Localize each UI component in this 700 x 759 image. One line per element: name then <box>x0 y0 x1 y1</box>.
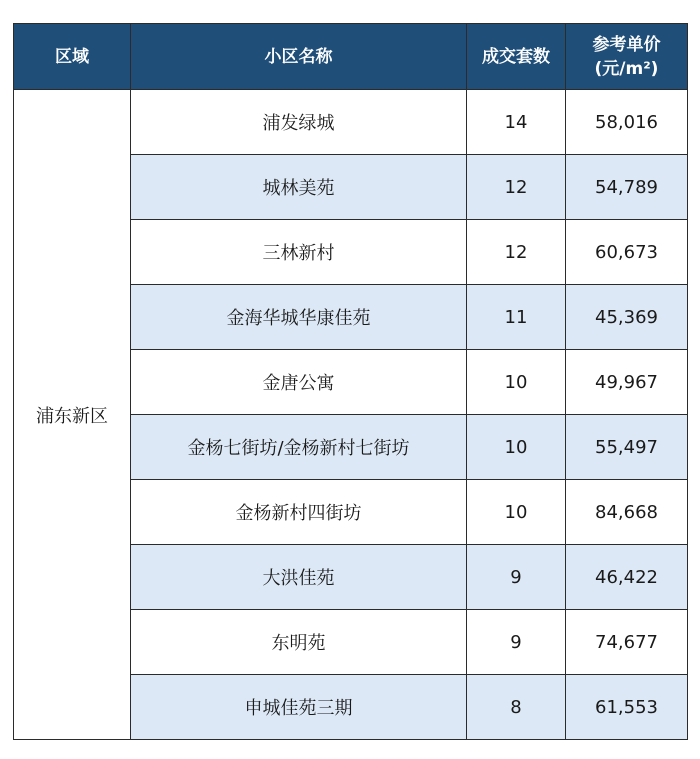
community-cell: 金杨七街坊/金杨新村七街坊 <box>131 415 467 480</box>
price-cell: 46,422 <box>566 545 688 610</box>
header-price <box>566 24 688 90</box>
header-row <box>14 24 688 90</box>
header-deals: 成交套数 <box>467 24 566 90</box>
deals-cell: 9 <box>467 545 566 610</box>
price-cell: 60,673 <box>566 220 688 285</box>
community-cell: 浦发绿城 <box>131 90 467 155</box>
transaction-table <box>13 23 688 740</box>
header-community: 小区名称 <box>131 24 467 90</box>
price-cell: 61,553 <box>566 675 688 740</box>
deals-cell: 10 <box>467 350 566 415</box>
deals-cell: 12 <box>467 220 566 285</box>
price-cell: 74,677 <box>566 610 688 675</box>
community-cell: 东明苑 <box>131 610 467 675</box>
community-cell: 申城佳苑三期 <box>131 675 467 740</box>
price-cell: 54,789 <box>566 155 688 220</box>
header-price-unit: (元/m²) <box>594 58 659 79</box>
price-cell: 84,668 <box>566 480 688 545</box>
price-cell: 45,369 <box>566 285 688 350</box>
header-price-label: 参考单价 <box>592 34 661 55</box>
community-cell: 大洪佳苑 <box>131 545 467 610</box>
table-header <box>14 24 688 90</box>
community-cell: 金海华城华康佳苑 <box>131 285 467 350</box>
deals-cell: 11 <box>467 285 566 350</box>
table-row <box>14 90 688 155</box>
deals-cell: 12 <box>467 155 566 220</box>
community-cell: 金杨新村四街坊 <box>131 480 467 545</box>
price-cell: 55,497 <box>566 415 688 480</box>
price-cell: 49,967 <box>566 350 688 415</box>
region-cell: 浦东新区 <box>14 90 131 740</box>
header-region: 区域 <box>14 24 131 90</box>
community-cell: 三林新村 <box>131 220 467 285</box>
deals-cell: 10 <box>467 480 566 545</box>
deals-cell: 10 <box>467 415 566 480</box>
price-cell: 58,016 <box>566 90 688 155</box>
deals-cell: 14 <box>467 90 566 155</box>
deals-cell: 9 <box>467 610 566 675</box>
table-body <box>14 90 688 740</box>
community-cell: 城林美苑 <box>131 155 467 220</box>
community-cell: 金唐公寓 <box>131 350 467 415</box>
deals-cell: 8 <box>467 675 566 740</box>
